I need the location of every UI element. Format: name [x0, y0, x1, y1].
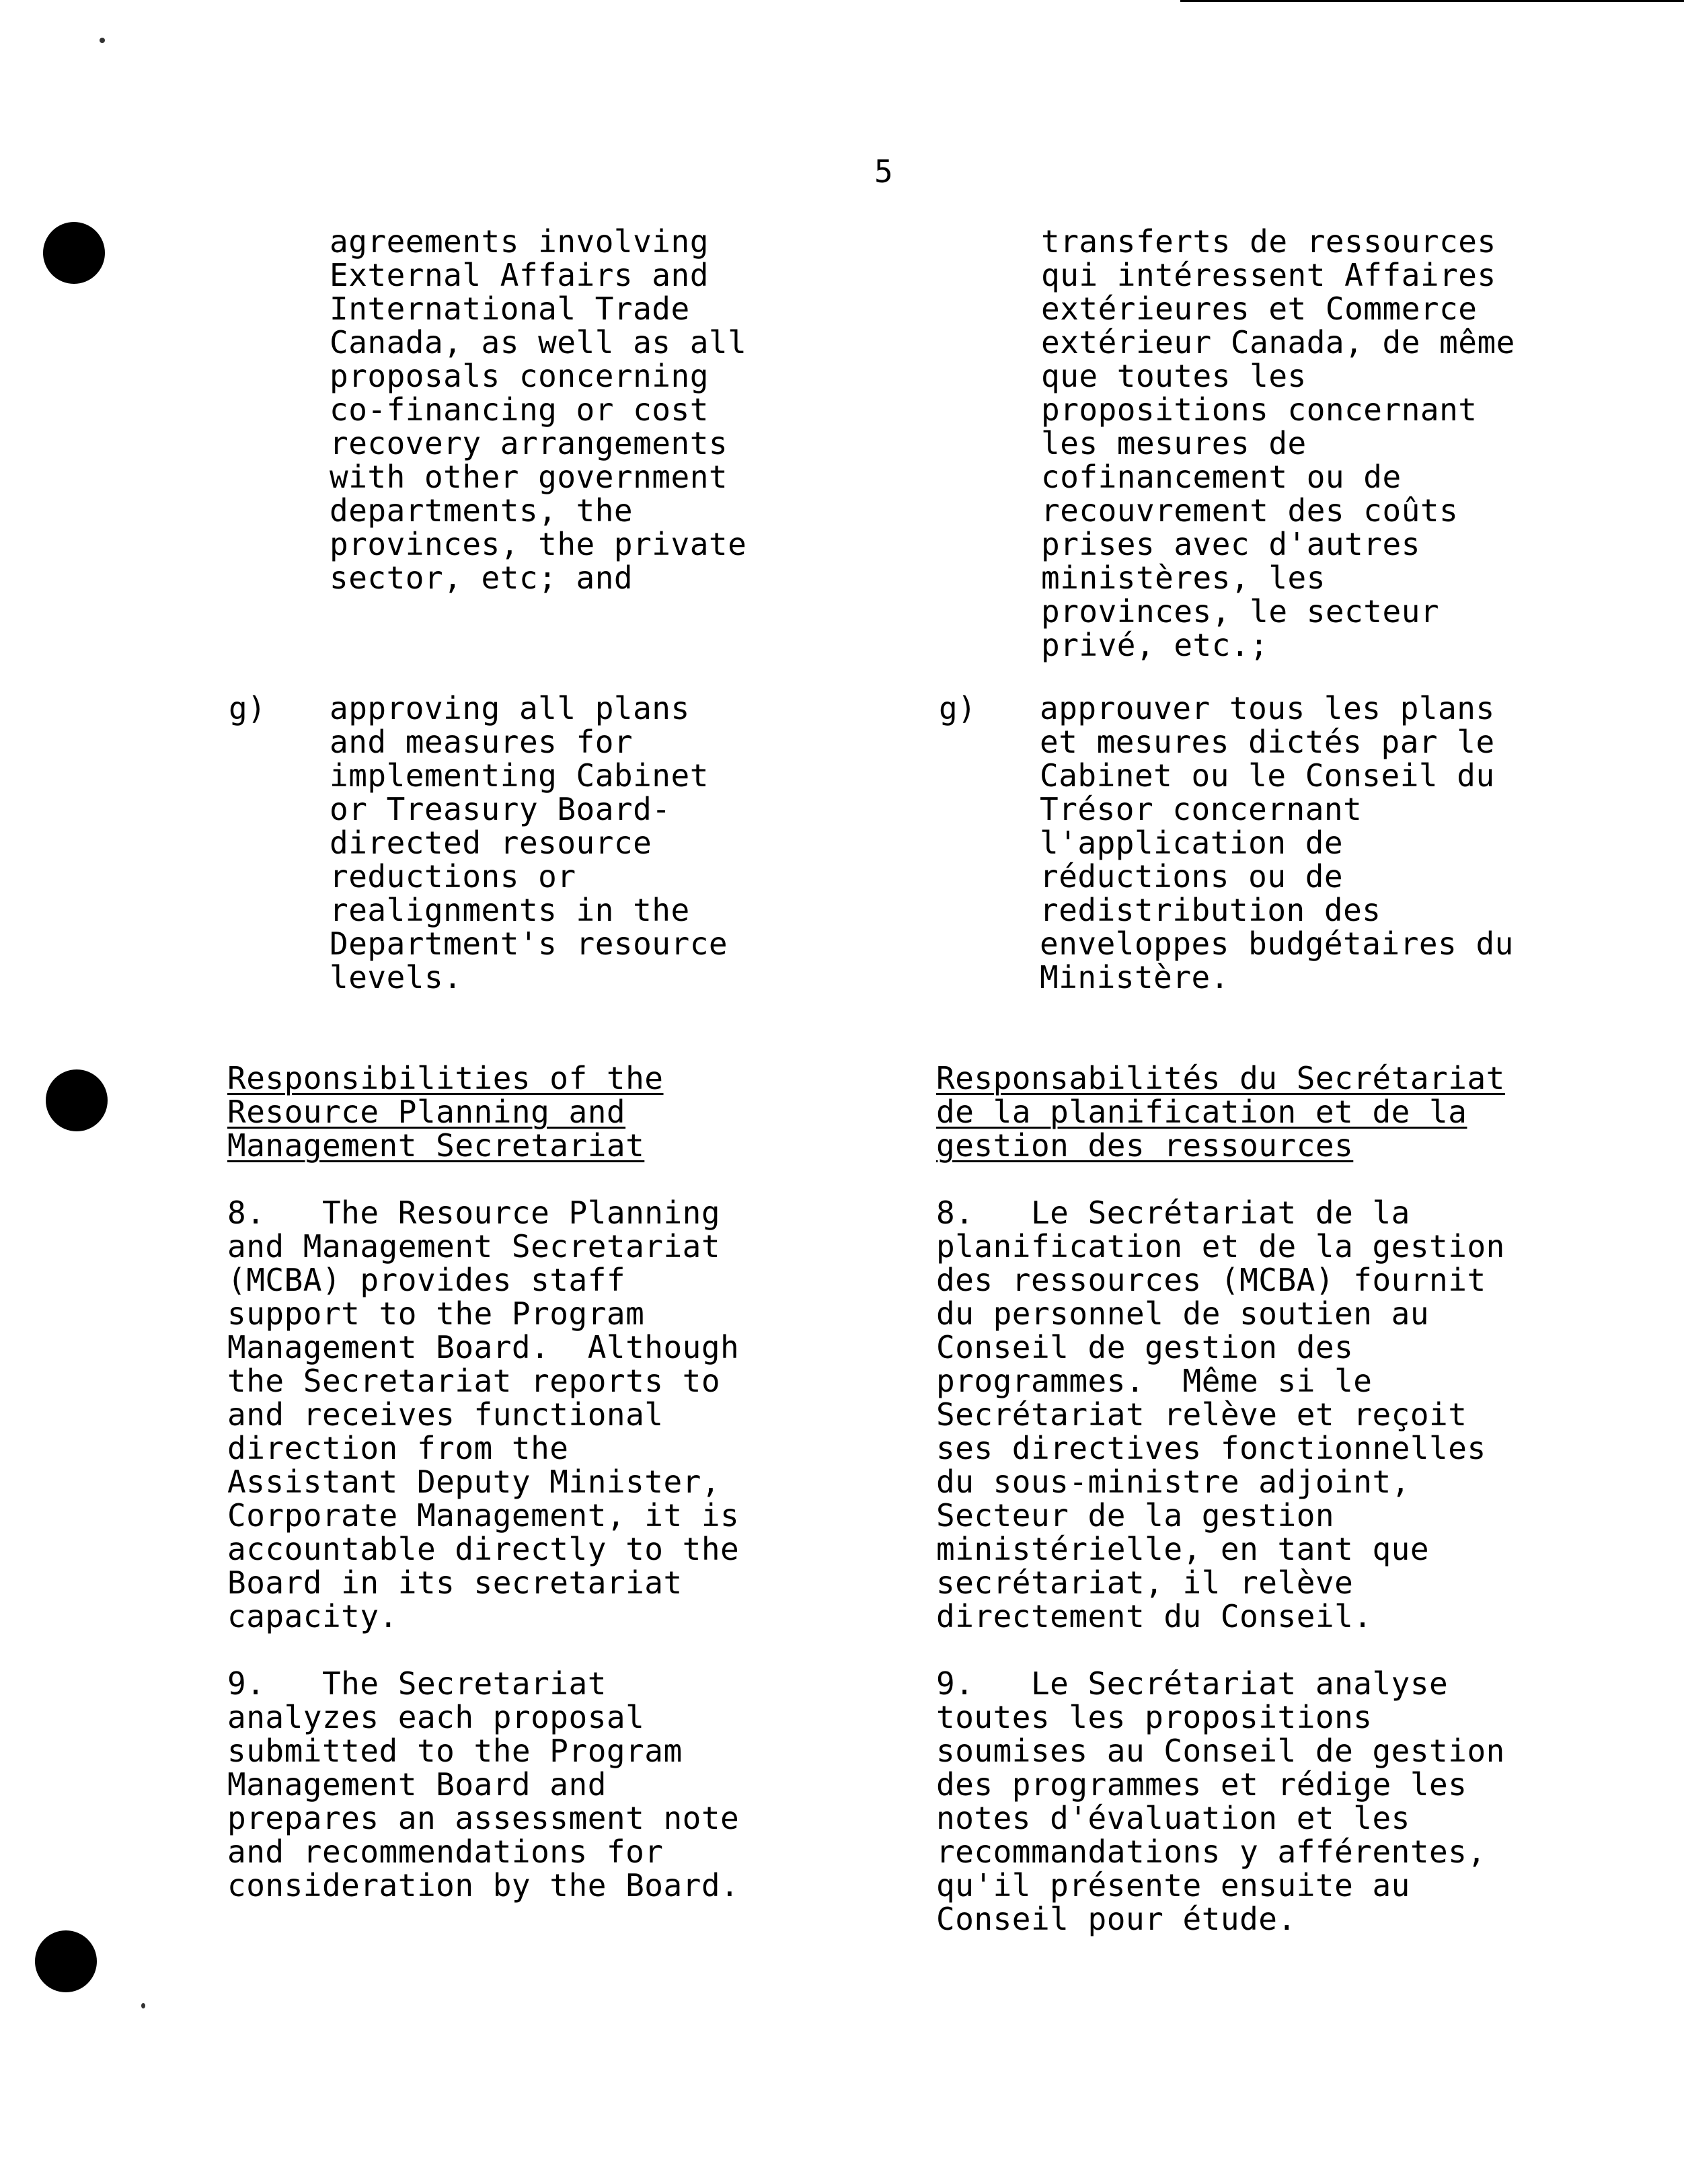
- binder-hole-bottom: [35, 1930, 97, 1992]
- scan-speck: [141, 2003, 145, 2008]
- fr-paragraph-8: 8. Le Secrétariat de la planification et de la gestion des ressources (MCBA) fournit du personnel de soutien au Conseil de gestion des programmes. Même si le Secrétariat relève et reçoit ses directives fonctionnelles du sous-ministre adjoint, Secteur de la gestion ministérielle, en tant que secrétariat, il relève directement du Conseil.: [936, 1195, 1505, 1634]
- scan-speck: [100, 38, 105, 43]
- en-continuation-text: agreements involving External Affairs and International Trade Canada, as well as all proposals concerning co-financing or cost recovery arrangements with other government departments, the provinces, the private sector, etc; and: [330, 223, 747, 596]
- en-item-g-text: approving all plans and measures for implementing Cabinet or Treasury Board- directed resource reductions or realignments in the Department's resource levels.: [330, 690, 728, 995]
- binder-hole-top: [43, 222, 105, 284]
- top-edge-rule: [1180, 0, 1684, 2]
- fr-item-g-text: approuver tous les plans et mesures dictés par le Cabinet ou le Conseil du Trésor concernant l'application de réductions ou de redistribution des enveloppes budgétaires du Ministère.: [1040, 690, 1514, 995]
- fr-item-g-label: g): [939, 690, 977, 726]
- fr-continuation-text: transferts de ressources qui intéressent Affaires extérieures et Commerce extérieur Canada, de même que toutes les propositions concernant les mesures de cofinancement ou de recouvrement des coûts prises avec d'autres ministères, les provinces, le secteur privé, etc.;: [1041, 223, 1515, 663]
- en-paragraph-9: 9. The Secretariat analyzes each proposal submitted to the Program Management Board and prepares an assessment note and recommendations for consideration by the Board.: [227, 1665, 740, 1904]
- binder-hole-middle: [46, 1069, 108, 1131]
- fr-paragraph-9: 9. Le Secrétariat analyse toutes les propositions soumises au Conseil de gestion des programmes et rédige les notes d'évaluation et les recommandations y afférentes, qu'il présente ensuite au Conseil pour étude.: [936, 1665, 1505, 1937]
- en-paragraph-8: 8. The Resource Planning and Management Secretariat (MCBA) provides staff support to the Program Management Board. Although the Secretariat reports to and receives functional direction from the Assistant Deputy Minister, Corporate Management, it is accountable directly to the Board in its secretariat capacity.: [227, 1195, 740, 1634]
- en-item-g-label: g): [229, 690, 266, 726]
- page-number: 5: [874, 153, 893, 190]
- en-section-heading: Responsibilities of the Resource Planning and Management Secretariat: [227, 1060, 664, 1164]
- fr-section-heading: Responsabilités du Secrétariat de la planification et de la gestion des ressources: [936, 1060, 1505, 1164]
